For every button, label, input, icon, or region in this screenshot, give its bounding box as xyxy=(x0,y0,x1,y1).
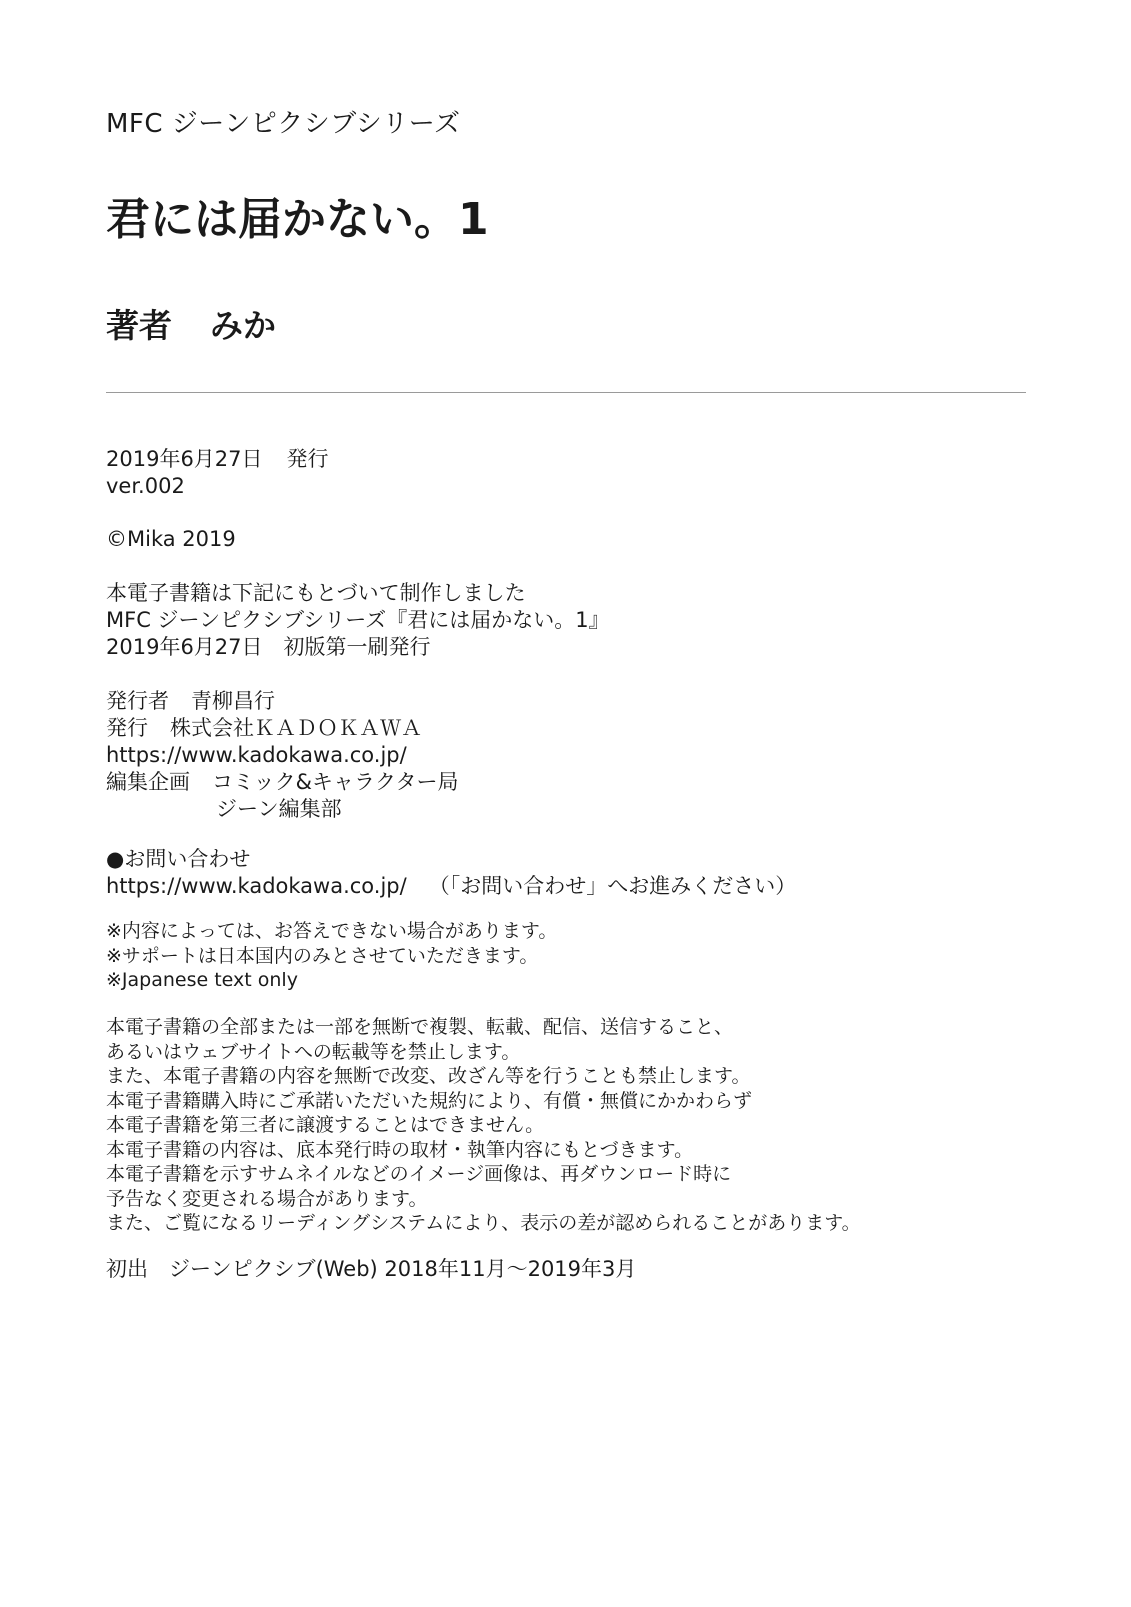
issuer-label: 発行 xyxy=(106,716,148,740)
terms-line: 予告なく変更される場合があります。 xyxy=(106,1187,428,1210)
book-title: 君には届かない。1 xyxy=(106,194,489,245)
source-line-3: 2019年6月27日 初版第一刷発行 xyxy=(106,635,431,659)
publication-label: 発行 xyxy=(286,447,329,471)
terms-line: 本電子書籍購入時にご承諾いただいた規約により、有償・無償にかかわらず xyxy=(106,1089,753,1112)
publication-block xyxy=(106,446,329,500)
editorial-label: 編集企画 xyxy=(106,770,190,794)
version: ver.002 xyxy=(106,474,185,498)
contact-url-line xyxy=(106,873,796,900)
issuer-name: 株式会社ＫＡＤＯＫＡＷＡ xyxy=(170,716,422,740)
author-line xyxy=(106,300,276,347)
contact-url: https://www.kadokawa.co.jp/ xyxy=(106,874,407,898)
publisher-label: 発行者 xyxy=(106,689,169,713)
issuer-line xyxy=(106,715,459,742)
publisher-url: https://www.kadokawa.co.jp/ xyxy=(106,743,407,767)
publisher-block xyxy=(106,688,459,823)
terms-block xyxy=(106,1015,861,1236)
editorial-dept: ジーン編集部 xyxy=(216,797,342,821)
source-line-1: 本電子書籍は下記にもとづいて制作しました xyxy=(106,581,526,605)
source-block xyxy=(106,580,610,661)
terms-line: また、ご覧になるリーディングシステムにより、表示の差が認められることがあります。 xyxy=(106,1212,861,1234)
editorial-name: コミック&キャラクター局 xyxy=(212,770,459,794)
series-name: MFC ジーンピクシブシリーズ xyxy=(106,109,461,139)
contact-heading: ●お問い合わせ xyxy=(106,847,251,871)
publisher-line xyxy=(106,688,459,715)
editorial-line xyxy=(106,769,459,796)
contact-note-item: ※内容によっては、お答えできない場合があります。 xyxy=(106,920,558,942)
terms-line: あるいはウェブサイトへの転載等を禁止します。 xyxy=(106,1040,521,1063)
publication-date-line xyxy=(106,446,329,473)
terms-line: 本電子書籍を第三者に譲渡することはできません。 xyxy=(106,1114,545,1136)
terms-line: また、本電子書籍の内容を無断で改変、改ざん等を行うことも禁止します。 xyxy=(106,1065,751,1087)
author-label: 著者 xyxy=(106,306,172,345)
publication-date: 2019年6月27日 xyxy=(106,447,263,471)
terms-line: 本電子書籍の内容は、底本発行時の取材・執筆内容にもとづきます。 xyxy=(106,1138,694,1161)
copyright: ©Mika 2019 xyxy=(106,527,236,551)
contact-note-item: ※サポートは日本国内のみとさせていただきます。 xyxy=(106,944,539,967)
contact-note: （「お問い合わせ」へお進みください） xyxy=(428,874,797,898)
terms-line: 本電子書籍の全部または一部を無断で複製、転載、配信、送信すること、 xyxy=(106,1016,734,1038)
contact-notes xyxy=(106,919,557,993)
first-appearance: 初出 ジーンピクシブ(Web) 2018年11月～2019年3月 xyxy=(106,1257,637,1281)
contact-block xyxy=(106,846,796,900)
terms-line: 本電子書籍を示すサムネイルなどのイメージ画像は、再ダウンロード時に xyxy=(106,1163,732,1185)
source-line-2: MFC ジーンピクシブシリーズ『君には届かない。1』 xyxy=(106,608,610,632)
divider xyxy=(106,392,1026,393)
author-name: みか xyxy=(210,306,276,345)
publisher-name: 青柳昌行 xyxy=(191,689,275,713)
contact-note-item: ※Japanese text only xyxy=(106,969,298,991)
